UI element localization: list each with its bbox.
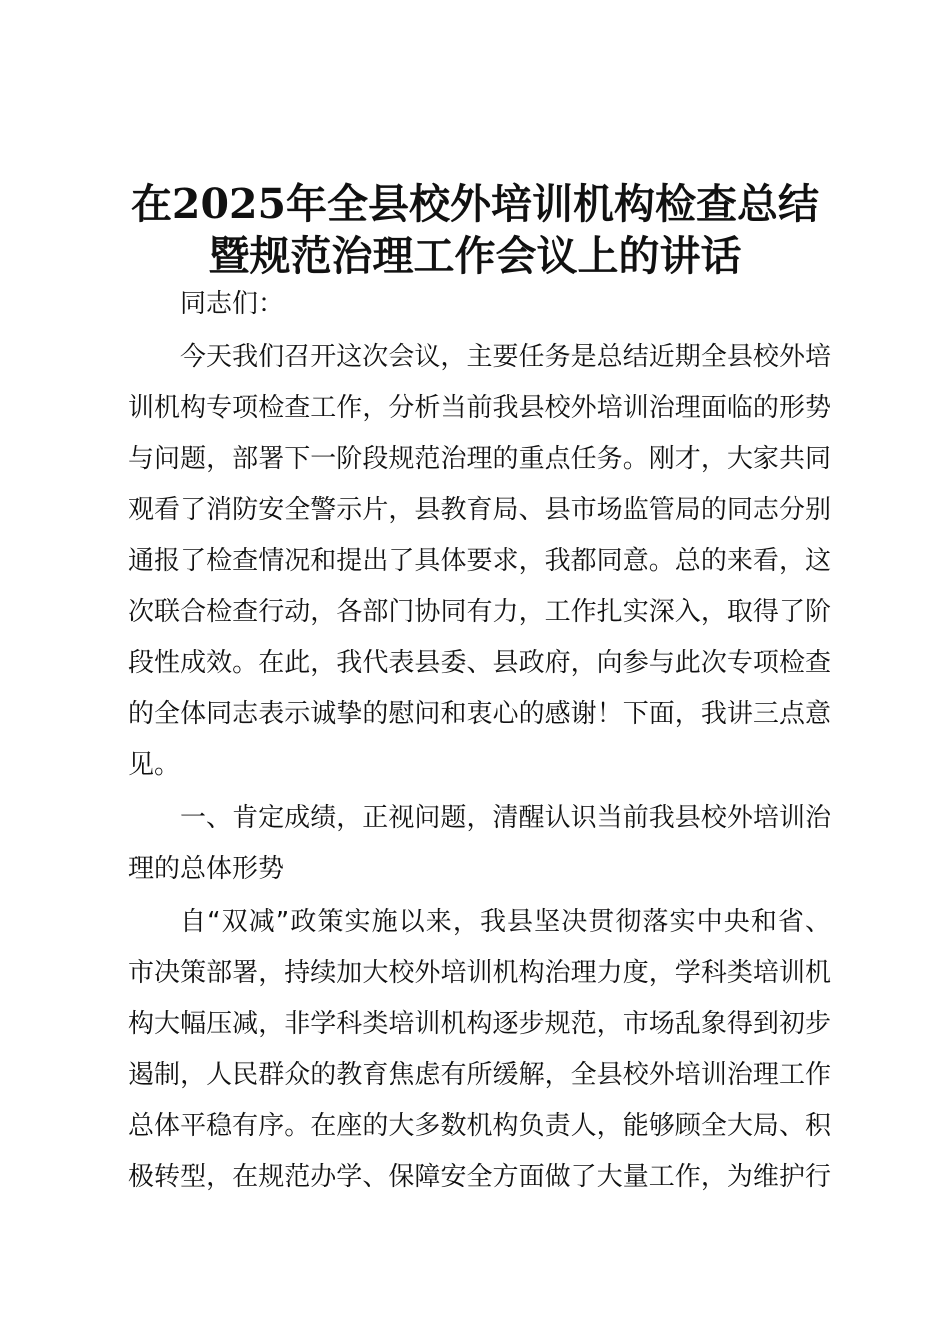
text-line: 一、肯定成绩，正视问题，清醒认识当前我县校外培训治 [180, 803, 831, 833]
salutation: 同志们： [180, 289, 285, 319]
text-line: 总体平稳有序。在座的大多数机构负责人，能够顾全大局、积 [128, 1111, 831, 1141]
text-line: 自“双减”政策实施以来，我县坚决贯彻落实中央和省、 [180, 907, 831, 937]
text-line: 今天我们召开这次会议，主要任务是总结近期全县校外培 [180, 342, 831, 372]
text-line: 段性成效。在此，我代表县委、县政府，向参与此次专项检查 [128, 648, 831, 678]
section-heading-1 [128, 793, 831, 895]
text-line: 遏制，人民群众的教育焦虑有所缓解，全县校外培训治理工作 [128, 1060, 831, 1090]
paragraph-intro [128, 332, 831, 791]
text-line: 理的总体形势 [128, 854, 285, 884]
text-line: 通报了检查情况和提出了具体要求，我都同意。总的来看，这 [128, 546, 831, 576]
document-body [128, 279, 831, 1203]
text-line: 与问题，部署下一阶段规范治理的重点任务。刚才，大家共同 [128, 444, 831, 474]
text-line: 训机构专项检查工作，分析当前我县校外培训治理面临的形势 [128, 393, 831, 423]
text-line: 极转型，在规范办学、保障安全方面做了大量工作，为维护行 [128, 1162, 831, 1192]
text-line: 见。 [128, 750, 181, 780]
title-line-1: 在2025年全县校外培训机构检查总结 [130, 180, 820, 228]
document-title [100, 178, 850, 282]
text-line: 市决策部署，持续加大校外培训机构治理力度，学科类培训机 [128, 958, 831, 988]
text-line: 次联合检查行动，各部门协同有力，工作扎实深入，取得了阶 [128, 597, 831, 627]
text-line: 的全体同志表示诚挚的慰问和衷心的感谢！下面，我讲三点意 [128, 699, 831, 729]
text-line: 观看了消防安全警示片，县教育局、县市场监管局的同志分别 [128, 495, 831, 525]
paragraph-achievements [128, 897, 831, 1203]
text-line: 构大幅压减，非学科类培训机构逐步规范，市场乱象得到初步 [128, 1009, 831, 1039]
title-line-2: 暨规范治理工作会议上的讲话 [208, 232, 742, 280]
